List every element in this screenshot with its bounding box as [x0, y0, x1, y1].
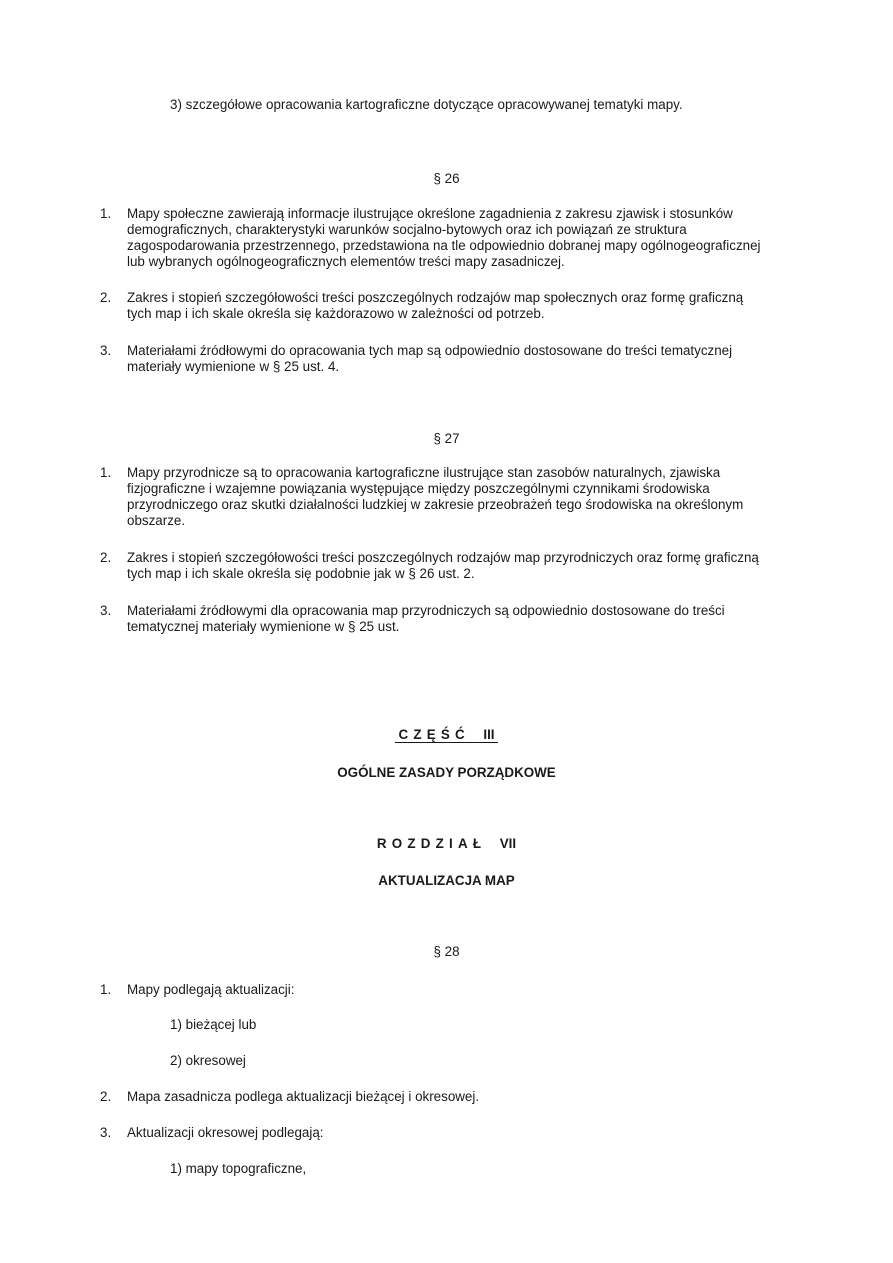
item-text: Mapy przyrodnicze są to opracowania kartograficzne ilustrujące stan zasobów naturalnych, zjawiska fizjograficzne i wzajemne powiązania występujące między poszczególnymi czynnikami środowiska przyrodniczego oraz skutki działalności ludzkiej w zakresie przeobrażeń tego środowiska na określonym obszarze. — [127, 465, 744, 528]
part-roman: III — [483, 727, 495, 742]
section-heading-28: § 28 — [433, 944, 460, 959]
sub-item: 1) mapy topograficzne, — [170, 1161, 307, 1176]
chapter-title: AKTUALIZACJA MAP — [378, 873, 515, 888]
sub-item: 2) okresowej — [170, 1053, 246, 1068]
item-number: 3. — [100, 343, 112, 358]
section-heading-27: § 27 — [433, 431, 460, 446]
item-number: 1. — [100, 982, 112, 997]
section-heading-26: § 26 — [433, 171, 460, 186]
item-text: Mapy podlegają aktualizacji: — [127, 982, 295, 997]
item-text: Zakres i stopień szczegółowości treści poszczególnych rodzajów map przyrodniczych oraz formę graficzną tych map i ich skale określa się podobnie jak w § 26 ust. 2. — [127, 550, 759, 581]
part-heading — [0, 727, 893, 742]
item-number: 3. — [100, 603, 112, 618]
item-text: Materiałami źródłowymi do opracowania tych map są odpowiednio dostosowane do treści tematycznej materiały wymienione w § 25 ust. 4. — [127, 343, 733, 374]
item-text: Materiałami źródłowymi dla opracowania map przyrodniczych są odpowiednio dostosowane do treści tematycznej materiały wymienione w § 25 ust. — [127, 603, 725, 634]
item-text: Aktualizacji okresowej podlegają: — [127, 1125, 324, 1140]
item-number: 3. — [100, 1125, 112, 1140]
item-number: 1. — [100, 206, 112, 221]
item-text: Zakres i stopień szczegółowości treści poszczególnych rodzajów map społecznych oraz formę graficzną tych map i ich skale określa się każdorazowo w zależności od potrzeb. — [127, 290, 744, 321]
item-number: 1. — [100, 465, 112, 480]
chapter-label: ROZDZIAŁ — [376, 836, 487, 851]
item-text: Mapy społeczne zawierają informacje ilustrujące określone zagadnienia z zakresu zjawisk i stosunków demograficznych, charakterystyki warunków socjalno-bytowych oraz ich powiązań ze struktura zagospodarowania przestrzennego, przedstawiona na tle odpowiednio dobranej mapy ogólnogeograficznej lub wybranych ogólnogeograficznych elementów treści mapy zasadniczej. — [127, 206, 761, 269]
chapter-heading — [0, 836, 893, 851]
sub-item: 1) bieżącej lub — [170, 1017, 257, 1032]
item-number: 2. — [100, 1089, 112, 1104]
intro-line: 3) szczegółowe opracowania kartograficzne dotyczące opracowywanej tematyki mapy. — [170, 97, 683, 112]
chapter-roman: VII — [499, 836, 517, 851]
item-number: 2. — [100, 290, 112, 305]
part-title: OGÓLNE ZASADY PORZĄDKOWE — [337, 765, 556, 780]
part-label: CZĘŚĆ — [398, 727, 470, 742]
item-text: Mapa zasadnicza podlega aktualizacji bieżącej i okresowej. — [127, 1089, 480, 1104]
item-number: 2. — [100, 550, 112, 565]
part-heading-underline — [395, 742, 498, 743]
